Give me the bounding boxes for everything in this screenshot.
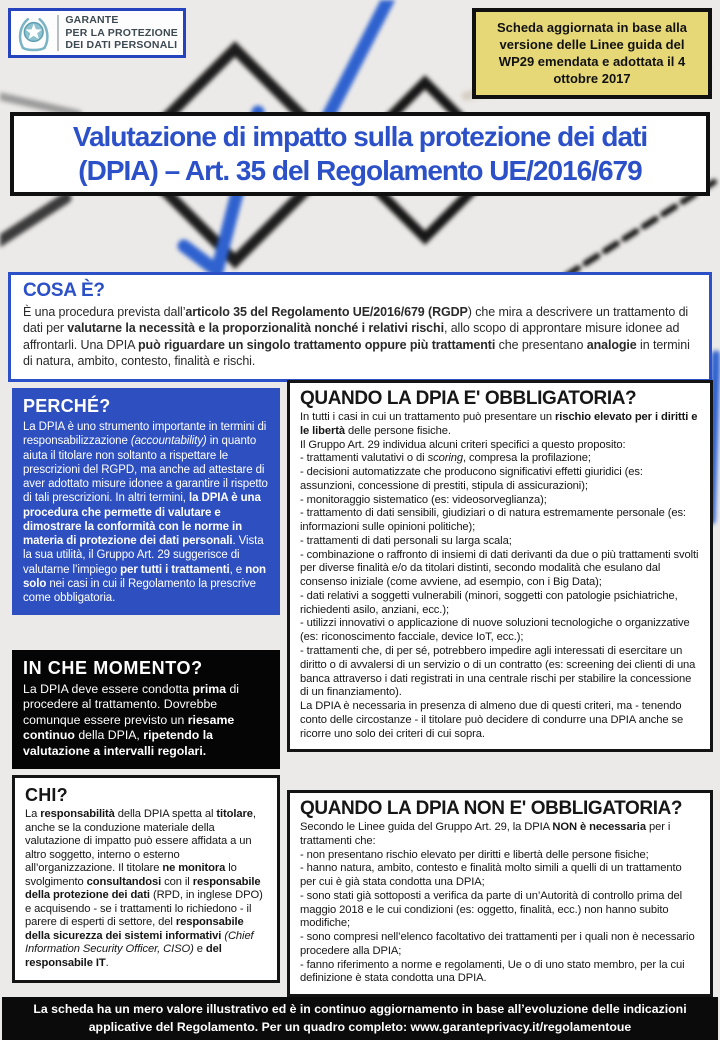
list-item: Il Gruppo Art. 29 individua alcuni criteri specifici a questo proposito: [300,438,626,451]
logo-divider [57,15,59,51]
page-title-line: Valutazione di impatto sulla protezione dei dati [72,120,648,152]
list-item: - trattamenti che, di per sé, potrebbero impedire agli interessati di esercitare un diritto o di avvalersi di un servizio o di un contratto (es: screening dei clienti di una banca attraverso i dati registrati in una centrale rischi per stabilire la concessione di un finanziamento). [300,645,696,699]
section-obbligatoria-heading: QUANDO LA DPIA E' OBBLIGATORIA? [300,388,637,409]
section-non-obbligatoria-intro [300,821,700,849]
section-momento-heading: IN CHE MOMENTO? [23,658,203,678]
list-item: - sono compresi nell’elenco facoltativo dei trattamenti per i quali non è necessario procedere alla DPIA; [300,931,695,957]
logo-text [65,14,178,52]
section-chi-heading: CHI? [25,785,68,805]
section-momento-body: La DPIA deve essere condotta prima di procedere al trattamento. Dovrebbe comunque essere previsto un riesame continuo della DPIA, ripetendo la valutazione a intervalli regolari. [23,682,240,758]
list-item: - hanno natura, ambito, contesto e finalità molto simili a quelli di un trattamento per cui è già stata condotta una DPIA; [300,862,682,889]
italy-emblem-icon [16,12,51,54]
section-chi-body: La responsabilità della DPIA spetta al titolare, anche se la conduzione materiale della valutazione di impatto può essere affidata a un altro soggetto, interno o esterno all’organizzazione. Il titolare ne monitora lo svolgimento consultandosi con il responsabile della protezione dei dati (RPD, in inglese DPO) e acquisendo - se i trattamenti lo richiedono - il parere di esperti di settore, del responsabile della sicurezza dei sistemi informativi (Chief Information Security Officer, CISO) e del responsabile IT. [25,808,263,970]
list-item: - utilizzi innovativi o applicazione di nuove soluzioni tecnologiche o organizzative (es: riconoscimento facciale, device IoT, ecc.); [300,617,690,644]
list-item: - decisioni automatizzate che producono significativi effetti giuridici (es: assunzioni, concessione di prestiti, stipula di assicurazioni); [300,466,643,492]
list-item: - non presentano rischio elevato per diritti e libertà delle persone fisiche; [300,848,649,861]
section-cosa-body: È una procedura prevista dall’articolo 35 del Regolamento UE/2016/679 (RGDP) che mira a descrivere un trattamento di dati per valutarne la necessità e la proporzionalità nonché i relativi rischi, allo scopo di approntare misure idonee ad affrontarli. Una DPIA può riguardare un singolo trattamento oppure più trattamenti che presentano analogie in termini di natura, ambito, contesto, finalità e rischi. [23,305,690,368]
list-item: Secondo le Linee guida del Gruppo Art. 29, la DPIA NON è necessaria per i trattamenti che: [300,821,671,847]
section-perche-body: La DPIA è uno strumento importante in termini di responsabilizzazione (accountability) in quanto aiuta il titolare non soltanto a rispettare le prescrizioni del RGPD, ma anche ad attestare di aver adottato misure idonee a garantire il rispetto di tali prescrizioni. In altri termini, la DPIA è una procedura che permette di valutare e dimostrare la conformità con le norme in materia di protezione dei dati personali. Vista la sua utilità, il Gruppo Art. 29 suggerisce di valutarne l’impiego per tutti i trattamenti, e non solo nei casi in cui il Regolamento la prescrive come obbligatoria. [23,421,268,604]
page-title-line: (DPIA) – Art. 35 del Regolamento UE/2016/679 [78,155,642,186]
list-item: - trattamento di dati sensibili, giudiziari o di natura estremamente personale (es: informazioni sulle opinioni politiche); [300,507,686,534]
list-item: In tutti i casi in cui un trattamento può presentare un rischio elevato per i diritti e le libertà delle persone fisiche. [300,411,698,437]
section-obbligatoria-criteria-list [300,452,700,700]
list-item: - monitoraggio sistematico (es: videosorveglianza); [300,493,547,506]
logo-line: PER LA PROTEZIONE [65,26,178,39]
section-non-obbligatoria-heading: QUANDO LA DPIA NON E' OBBLIGATORIA? [300,798,683,819]
section-chi [12,775,280,983]
section-obbligatoria-outro [300,700,700,741]
list-item: - trattamenti di dati personali su larga scala; [300,534,512,547]
garante-logo [8,8,186,58]
list-item: - dati relativi a soggetti vulnerabili (minori, soggetti con patologie psichiatriche, richiedenti asilo, anziani, ecc.); [300,589,678,616]
list-item: - sono stati già sottoposti a verifica da parte di un’Autorità di controllo prima del maggio 2018 e le cui condizioni (es: oggetto, finalità, ecc.) non hanno subito modifiche; [300,889,683,930]
list-item: La DPIA è necessaria in presenza di almeno due di questi criteri, ma - tenendo conto delle circostanze - il titolare può decidere di condurre una DPIA anche se ricorre uno solo dei criteri di cui sopra. [300,700,684,740]
update-note-badge: Scheda aggiornata in base alla versione delle Linee guida del WP29 emendata e adottata il 4 ottobre 2017 [472,8,712,99]
page-title [10,112,710,196]
section-non-obbligatoria-criteria-list [300,849,700,987]
section-dpia-obbligatoria [287,380,713,752]
logo-line: DEI DATI PERSONALI [65,39,178,52]
section-perche [12,388,280,615]
section-perche-heading: PERCHÉ? [23,396,111,416]
section-obbligatoria-intro [300,411,700,452]
section-cosa-heading: COSA È? [23,280,105,301]
footer-disclaimer: La scheda ha un mero valore illustrativo ed è in continuo aggiornamento in base all’evoluzione delle indicazioni applicative del Regolamento. Per un quadro completo: www.garanteprivacy.it/regolamentoue [2,997,718,1040]
list-item: - trattamenti valutativi o di scoring, compresa la profilazione; [300,452,591,465]
section-dpia-non-obbligatoria [287,790,713,997]
logo-line: GARANTE [65,14,119,27]
list-item: - combinazione o raffronto di insiemi di dati derivanti da due o più trattamenti svolti per diverse finalità e/o da titolari distinti, secondo modalità che esulano dal consenso iniziale (come avviene, ad esempio, con i Big Data); [300,548,699,589]
section-cosa-e [8,272,712,382]
list-item: - fanno riferimento a norme e regolamenti, Ue o di uno stato membro, per la cui definizione è stata condotta una DPIA. [300,958,685,985]
section-in-che-momento [12,650,280,769]
